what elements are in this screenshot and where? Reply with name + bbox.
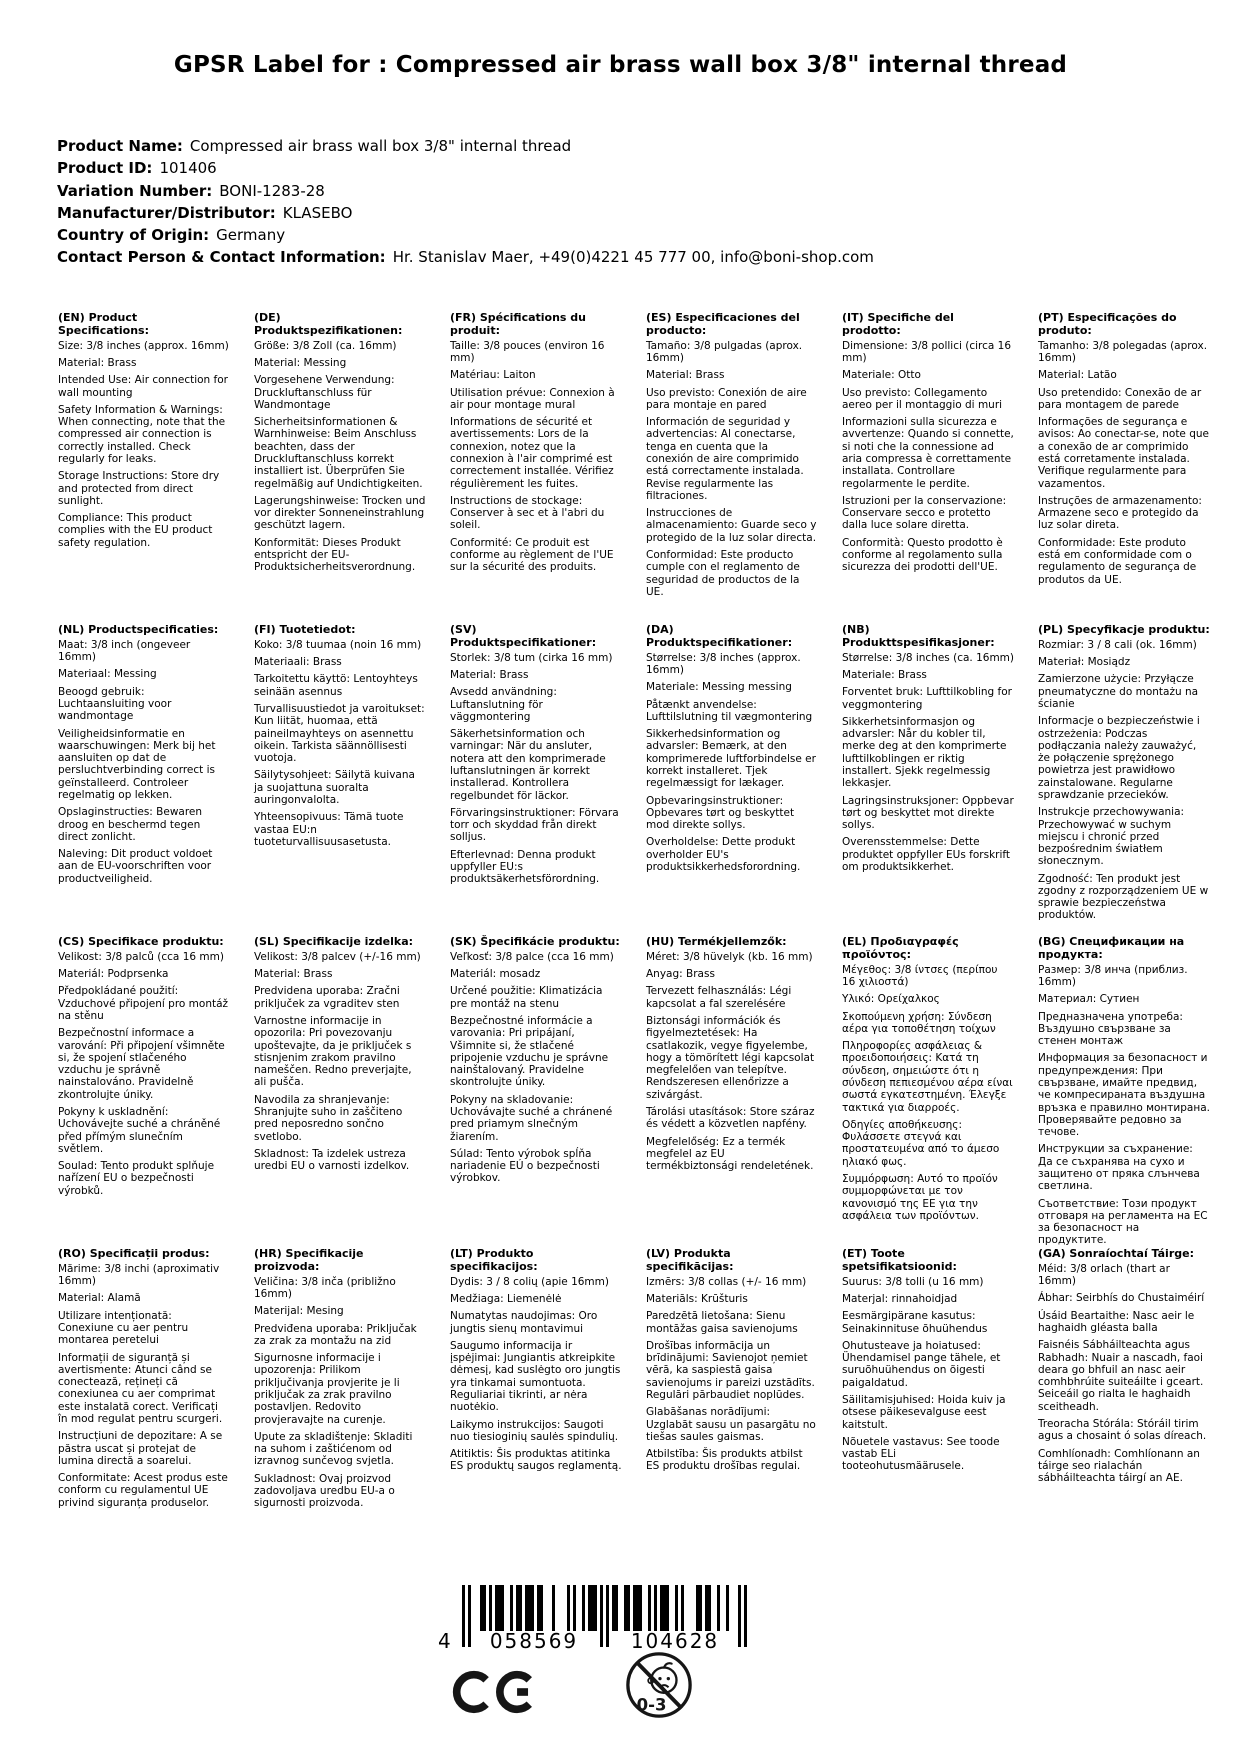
spec-section: Soulad: Tento produkt splňuje nařízení EU o bezpečnosti výrobků.: [58, 1160, 215, 1197]
spec-section: Matériau: Laiton: [450, 369, 536, 382]
language-spec-block: [254, 924, 426, 1236]
language-block-heading: (SK) Špecifikácie produktu:: [450, 935, 620, 948]
spec-section: Nõuetele vastavus: See toode vastab ELi tooteohutusmäärusele.: [842, 1435, 1000, 1473]
spec-section: Съответствие: Този продукт отговаря на регламента на ЕС за безопасност на продуктите.: [1038, 1197, 1208, 1247]
spec-section: Eesmärgipärane kasutus: Seinakinnituse õhuühendus: [842, 1310, 988, 1335]
spec-section: Avsedd användning: Luftanslutning för väggmontering: [450, 686, 557, 723]
spec-section: Medžiaga: Liemenėlė: [450, 1293, 562, 1305]
spec-section: Lagerungshinweise: Trocken und vor direkter Sonneneinstrahlung geschützt lagern.: [254, 494, 426, 532]
spec-section: Οδηγίες αποθήκευσης: Φυλάσσετε στεγνά και προστατευμένα από το άμεσο ηλιακό φως.: [842, 1118, 1000, 1168]
language-spec-block: [450, 612, 622, 924]
spec-section: Materiale: Brass: [842, 669, 927, 681]
language-spec-block: [842, 612, 1014, 924]
spec-section: Koko: 3/8 tuumaa (noin 16 mm): [254, 638, 422, 651]
language-spec-block: [1038, 1236, 1210, 1548]
spec-section: Πληροφορίες ασφάλειας & προειδοποιήσεις: Κατά τη σύνδεση, σημειώστε ότι η σύνδεση πεπιεσμένου αέρα είναι σωστά εγκατεστημένη. Έλεγξε τακτικά για διαρροές.: [842, 1040, 1013, 1114]
spec-section: Forventet bruk: Lufttilkobling for veggmontering: [842, 686, 1012, 711]
spec-section: Storage Instructions: Store dry and protected from direct sunlight.: [58, 470, 220, 507]
variation-number-label: Variation Number:: [57, 181, 213, 200]
spec-section: Conformitate: Acest produs este conform cu regulamentul UE privind siguranța produselor.: [58, 1472, 228, 1509]
language-block-heading: (HR) Specifikacije proizvoda:: [254, 1247, 364, 1273]
spec-section: Yhteensopivuus: Tämä tuote vastaa EU:n tuoteturvallisuusasetusta.: [254, 811, 404, 848]
spec-section: Материал: Сутиен: [1038, 993, 1140, 1006]
language-spec-block: [254, 300, 426, 612]
variation-number-value: BONI-1283-28: [219, 181, 325, 200]
spec-section: Glabāšanas norādījumi: Uzglabāt sausu un pasargātu no tiešas saules gaismas.: [646, 1406, 816, 1443]
spec-section: Velikost: 3/8 palcev (+/-16 mm): [254, 950, 421, 963]
spec-section: Materiale: Messing messing: [646, 681, 792, 694]
language-block-heading: (FI) Tuotetiedot:: [254, 623, 356, 636]
spec-section: Material: Messing: [254, 357, 347, 369]
spec-section: Bezpečnostní informace a varování: Při připojení všimněte si, že spojení stlačeného vzduchu je správně nainstalováno. Pravidelně zkontrolujte úniky.: [58, 1027, 225, 1101]
spec-section: Opslaginstructies: Bewaren droog en beschermd tegen direct zonlicht.: [58, 806, 203, 843]
spec-section: Size: 3/8 inches (approx. 16mm): [58, 339, 229, 352]
language-block-heading: (DE) Produktspezifikationen:: [254, 311, 403, 337]
language-spec-block: [646, 1236, 818, 1548]
spec-section: Predvidena uporaba: Zračni priključek za vgraditev sten: [254, 985, 400, 1010]
spec-section: Material: Alamă: [58, 1292, 141, 1305]
spec-section: Informații de siguranță și avertismente: Atunci când se conectează, rețineți că conexiunea cu aer comprimat este instalată corect. Verificați în mod regulat pentru scurgeri.: [58, 1351, 223, 1425]
spec-section: Compliance: This product complies with the EU product safety regulation.: [58, 512, 213, 549]
spec-section: Comhlíonadh: Comhlíonann an táirge seo rialachán sábháilteachta táirgí an AE.: [1038, 1447, 1200, 1485]
spec-section: Biztonsági információk és figyelmeztetések: Ha csatlakozik, vegye figyelembe, hogy a tömörített légi kapcsolat megfelelően van telepítve. Rendszeresen ellenőrizze a szivárgást.: [646, 1014, 815, 1101]
spec-section: Предназначена употреба: Въздушно свързване за стенен монтаж: [1038, 1010, 1183, 1048]
spec-section: Tamanho: 3/8 polegadas (aprox. 16mm): [1038, 339, 1208, 364]
language-block-heading: (LT) Produkto specifikacijos:: [450, 1247, 538, 1273]
language-block-heading: (ET) Toote spetsifikatsioonid:: [842, 1247, 957, 1273]
spec-section: Instrukcje przechowywania: Przechowywać w suchym miejscu i chronić przed bezpośrednim światłem słonecznym.: [1038, 806, 1185, 868]
language-block-heading: (GA) Sonraíochtaí Táirge:: [1038, 1247, 1194, 1260]
spec-section: Určené použitie: Klimatizácia pre montáž na stenu: [450, 985, 603, 1010]
product-name-line: [57, 136, 874, 157]
spec-section: Saugumo informacija ir įspėjimai: Jungiantis atkreipkite dėmesį, kad suslėgto oro jungtis yra tinkamai sumontuota. Reguliariai tikrinti, ar nėra nuotėkio.: [450, 1339, 621, 1414]
language-spec-block: [646, 300, 818, 612]
language-spec-block: [254, 612, 426, 924]
language-spec-grid: [58, 300, 1210, 1548]
spec-section: Veličina: 3/8 inča (približno 16mm): [254, 1275, 396, 1300]
spec-section: Skladnost: Ta izdelek ustreza uredbi EU o varnosti izdelkov.: [254, 1147, 410, 1173]
spec-section: Megfelelőség: Ez a termék megfelel az EU termékbiztonsági rendeletének.: [646, 1135, 814, 1173]
language-spec-block: [58, 1236, 230, 1548]
spec-section: Material: Brass: [450, 669, 529, 681]
spec-section: Informations de sécurité et avertissements: Lors de la connexion, notez que la connexion à l'air comprimé est correctement installée. Vérifiez régulièrement les fuites.: [450, 416, 614, 490]
spec-section: Navodila za shranjevanje: Shranjujte suho in zaščiteno pred neposredno sončno svetlobo.: [254, 1093, 403, 1143]
spec-section: Dimensione: 3/8 pollici (circa 16 mm): [842, 339, 1012, 364]
language-spec-block: [842, 924, 1014, 1236]
spec-section: Safety Information & Warnings: When connecting, note that the compressed air connection is correctly installed. Check regularly for leaks.: [58, 403, 226, 465]
spec-section: Tervezett felhasználás: Légi kapcsolat a fal szerelésére: [646, 985, 792, 1010]
spec-section: Ábhar: Seirbhís do Chustaiméirí: [1038, 1292, 1205, 1305]
spec-section: Инструкции за съхранение: Да се съхранява на сухо и защитено от пряка слънчева светлина.: [1038, 1143, 1200, 1193]
language-block-heading: (CS) Specifikace produktu:: [58, 935, 224, 948]
spec-section: Materiál: mosadz: [450, 968, 541, 981]
spec-section: Informações de segurança e avisos: Ao conectar-se, note que a conexão de ar comprimido está corretamente instalada. Verifique regularmente para vazamentos.: [1038, 416, 1210, 490]
contact-label: Contact Person & Contact Information:: [57, 248, 386, 267]
spec-section: Beoogd gebruik: Luchtaansluiting voor wandmontage: [58, 685, 172, 723]
spec-section: Instrucțiuni de depozitare: A se păstra uscat și protejat de lumina directă a soarelui.: [58, 1430, 223, 1467]
spec-section: Laikymo instrukcijos: Saugoti nuo tiesioginių saulės spindulių.: [450, 1418, 619, 1443]
spec-section: Naleving: Dit product voldoet aan de EU-voorschriften voor productveiligheid.: [58, 848, 213, 885]
product-info: [57, 136, 874, 270]
spec-section: Maat: 3/8 inch (ongeveer 16mm): [58, 638, 191, 664]
language-block-heading: (PT) Especificações do produto:: [1038, 311, 1177, 337]
manufacturer-value: KLASEBO: [282, 203, 353, 222]
spec-section: Tamaño: 3/8 pulgadas (aprox. 16mm): [646, 339, 803, 364]
spec-section: Säkerhetsinformation och varningar: När du ansluter, notera att den komprimerade luftanslutningen är korrekt installerad. Kontrollera regelbundet för läckor.: [450, 728, 606, 802]
contact-line: [57, 247, 874, 268]
spec-section: Paredzētā lietošana: Sienu montāžas gaisa savienojums: [646, 1310, 798, 1335]
spec-section: Ohutusteave ja hoiatused: Ühendamisel pange tähele, et suruõhuühendus on õigesti paigaldatud.: [842, 1339, 1001, 1389]
spec-section: Storlek: 3/8 tum (cirka 16 mm): [450, 651, 613, 664]
language-block-heading: (NL) Productspecificaties:: [58, 623, 219, 636]
language-block-heading: (SL) Specifikacije izdelka:: [254, 935, 414, 948]
spec-section: Veľkosť: 3/8 palce (cca 16 mm): [450, 950, 614, 963]
spec-section: Säilytysohjeet: Säilytä kuivana ja suojattuna suoralta auringonvalolta.: [254, 769, 415, 806]
spec-section: Předpokládané použití: Vzduchové připojení pro montáž na stěnu: [58, 985, 229, 1022]
spec-section: Größe: 3/8 Zoll (ca. 16mm): [254, 339, 397, 352]
spec-section: Información de seguridad y advertencias: Al conectarse, tenga en cuenta que la conexión de aire comprimido está correctamente instalada. Revise regularmente las filtraciones.: [646, 416, 804, 502]
language-spec-block: [1038, 300, 1210, 612]
spec-section: Størrelse: 3/8 inches (ca. 16mm): [842, 651, 1015, 664]
barcode-digits-group1: 058569: [489, 1629, 579, 1653]
language-block-heading: (LV) Produkta specifikācijas:: [646, 1247, 734, 1273]
spec-section: Informacje o bezpieczeństwie i ostrzeżenia: Podczas podłączania należy zauważyć, że połączenie sprężonego powietrza jest prawidłowo zainstalowane. Regularne sprawdzanie przecieków.: [1038, 715, 1200, 801]
spec-section: Zamierzone użycie: Przyłącze pneumatyczne do montażu na ścianie: [1038, 673, 1199, 710]
spec-section: Materiale: Otto: [842, 369, 921, 382]
spec-section: Istruzioni per la conservazione: Conservare secco e protetto dalla luce solare diretta.: [842, 494, 1007, 532]
language-spec-block: [842, 300, 1014, 612]
spec-section: Overensstemmelse: Dette produktet oppfyller EUs forskrift om produktsikkerhet.: [842, 836, 1011, 873]
spec-section: Materiał: Mosiądz: [1038, 656, 1131, 669]
spec-section: Dydis: 3 / 8 colių (apie 16mm): [450, 1275, 609, 1288]
variation-number-line: [57, 181, 874, 202]
spec-section: Opbevaringsinstruktioner: Opbevares tørt og beskyttet mod direkte sollys.: [646, 794, 795, 832]
spec-section: Instrucciones de almacenamiento: Guarde seco y protegido de la luz solar directa.: [646, 507, 817, 544]
language-block-heading: (NB) Produkttspesifikasjoner:: [842, 623, 995, 649]
spec-section: Materiaali: Brass: [254, 656, 342, 669]
spec-section: Atitiktis: Šis produktas atitinka ES produktų saugos reglamentą.: [450, 1448, 622, 1473]
spec-section: Zgodność: Ten produkt jest zgodny z rozporządzeniem UE w sprawie bezpieczeństwa produktów.: [1038, 872, 1209, 922]
spec-section: Säilitamisjuhised: Hoida kuiv ja otsese päikesevalguse eest kaitstult.: [842, 1393, 1006, 1431]
language-block-heading: (RO) Specificații produs:: [58, 1247, 210, 1260]
language-block-heading: (IT) Specifiche del prodotto:: [842, 311, 954, 337]
country-of-origin-line: [57, 225, 874, 246]
spec-section: Mărime: 3/8 inchi (aproximativ 16mm): [58, 1262, 220, 1288]
spec-section: Σκοπούμενη χρήση: Σύνδεση αέρα για τοποθέτηση τοίχων: [842, 1010, 996, 1035]
spec-section: Treoracha Stórála: Stóráil tirim agus a chosaint ó solas díreach.: [1038, 1417, 1207, 1443]
spec-section: Uso previsto: Conexión de aire para montaje en pared: [646, 386, 807, 411]
spec-section: Συμμόρφωση: Αυτό το προϊόν συμμορφώνεται με τον κανονισμό της ΕΕ για την ασφάλεια των προϊόντων.: [842, 1172, 998, 1222]
spec-section: Konformität: Dieses Produkt entspricht der EU-Produktsicherheitsverordnung.: [254, 536, 416, 574]
country-of-origin-label: Country of Origin:: [57, 226, 210, 245]
page-title: GPSR Label for : Compressed air brass wall box 3/8" internal thread: [173, 52, 1068, 78]
spec-section: Úsáid Beartaithe: Nasc aeir le haghaidh gléasta balla: [1038, 1309, 1195, 1334]
spec-section: Material: Brass: [58, 357, 137, 369]
spec-section: Intended Use: Air connection for wall mounting: [58, 374, 228, 399]
language-spec-block: [1038, 612, 1210, 924]
language-spec-block: [646, 924, 818, 1236]
spec-section: Materijal: Mesing: [254, 1305, 344, 1318]
spec-section: Anyag: Brass: [646, 968, 715, 981]
spec-section: Pokyny k uskladnění: Uchovávejte suché a chráněné před přímým slunečním světlem.: [58, 1105, 221, 1155]
spec-section: Påtænkt anvendelse: Lufttilslutning til vægmontering: [646, 698, 813, 723]
language-spec-block: [58, 300, 230, 612]
spec-section: Bezpečnostné informácie a varovania: Pri pripájaní, Všimnite si, že stlačené pripojenie vzduchu je správne nainštalovaný. Pravidelne skontrolujte úniky.: [450, 1014, 609, 1089]
language-block-heading: (ES) Especificaciones del producto:: [646, 311, 800, 337]
language-block-heading: (HU) Termékjellemzők:: [646, 935, 787, 948]
spec-section: Materiál: Podprsenka: [58, 968, 169, 981]
language-spec-block: [646, 612, 818, 924]
language-spec-block: [450, 1236, 622, 1548]
spec-section: Tárolási utasítások: Store száraz és védett a közvetlen napfény.: [646, 1105, 815, 1131]
language-spec-block: [842, 1236, 1014, 1548]
spec-section: Размер: 3/8 инча (приблиз. 16mm): [1038, 963, 1188, 988]
product-id-value: 101406: [159, 159, 217, 178]
language-spec-block: [450, 924, 622, 1236]
spec-section: Utilisation prévue: Connexion à air pour montage mural: [450, 386, 615, 411]
spec-section: Atbilstība: Šis produkts atbilst ES produktu drošības regulai.: [646, 1448, 803, 1473]
spec-section: Sikkerhedsinformation og advarsler: Bemærk, at den komprimerede luftforbindelse er korrekt installeret. Tjek regelmæssigt for lækager.: [646, 728, 816, 790]
barcode-digits-group2: 104628: [630, 1629, 720, 1653]
spec-section: Instruções de armazenamento: Armazene seco e protegido da luz solar direta.: [1038, 494, 1202, 532]
ce-mark-icon: [452, 1660, 537, 1724]
product-id-line: [57, 158, 874, 179]
language-block-heading: (DA) Produktspecifikationer:: [646, 623, 793, 649]
spec-section: Súlad: Tento výrobok spĺňa nariadenie EÚ o bezpečnosti výrobkov.: [450, 1147, 600, 1185]
spec-section: Sigurnosne informacije i upozorenja: Prilikom priključivanja provjerite je li priključak za zrak pravilno postavljen. Redovito provjeravajte na curenje.: [254, 1352, 400, 1426]
spec-section: Rozmiar: 3 / 8 cali (ok. 16mm): [1038, 638, 1197, 651]
ean-barcode: [438, 1585, 747, 1657]
spec-section: Sicherheitsinformationen & Warnhinweise: Beim Anschluss beachten, dass der Druckluftanschluss korrekt installiert ist. Überprüfen Sie regelmäßig auf Undichtigkeiten.: [254, 416, 423, 490]
country-of-origin-value: Germany: [216, 226, 286, 245]
spec-section: Υλικό: Ορείχαλκος: [842, 993, 940, 1006]
spec-section: Izmērs: 3/8 collas (+/- 16 mm): [646, 1275, 807, 1288]
language-spec-block: [450, 300, 622, 612]
spec-section: Utilizare intenționată: Conexiune cu aer pentru montarea peretelui: [58, 1309, 189, 1347]
language-spec-block: [58, 612, 230, 924]
contact-value: Hr. Stanislav Maer, +49(0)4221 45 777 00, info@boni-shop.com: [392, 248, 874, 267]
spec-section: Veiligheidsinformatie en waarschuwingen: Merk bij het aansluiten op dat de persluchtverbinding correct is geïnstalleerd. Controleer regelmatig op lekken.: [58, 727, 216, 801]
spec-section: Numatytas naudojimas: Oro jungtis sienų montavimui: [450, 1310, 598, 1335]
spec-section: Conformidade: Este produto está em conformidade com o regulamento de segurança de produtos da UE.: [1038, 536, 1197, 586]
product-name-value: Compressed air brass wall box 3/8" internal thread: [189, 137, 572, 155]
spec-section: Drošības informācija un brīdinājumi: Savienojot ņemiet vērā, ka saspiestā gaisa savienojums ir pareizi uzstādīts. Regulāri pārbaudiet noplūdes.: [646, 1339, 815, 1401]
spec-section: Μέγεθος: 3/8 ίντσες (περίπου 16 χιλιοστά): [842, 963, 998, 988]
spec-section: Sukladnost: Ovaj proizvod zadovoljava uredbu EU-a o sigurnosti proizvoda.: [254, 1472, 395, 1510]
spec-section: Conformità: Questo prodotto è conforme al regolamento sulla sicurezza dei prodotti dell'UE.: [842, 536, 1003, 574]
spec-section: Informazioni sulla sicurezza e avvertenze: Quando si connette, si noti che la connessione ad aria compressa è correttamente installata. Controllare regolarmente le perdite.: [842, 416, 1014, 490]
spec-section: Conformidad: Este producto cumple con el reglamento de seguridad de productos de la UE.: [646, 548, 800, 598]
spec-section: Instructions de stockage: Conserver à sec et à l'abri du soleil.: [450, 494, 605, 532]
spec-section: Turvallisuustiedot ja varoitukset: Kun liität, huomaa, että paineilmayhteys on asennettu oikein. Tarkista säännöllisesti vuotoja.: [254, 702, 425, 765]
spec-section: Информация за безопасност и предупреждения: При свързване, имайте предвид, че компресираната въздушна връзка е правилно монтирана. Проверявайте редовно за течове.: [1038, 1052, 1210, 1139]
spec-section: Suurus: 3/8 tolli (u 16 mm): [842, 1275, 984, 1288]
spec-section: Vorgesehene Verwendung: Druckluftanschluss für Wandmontage: [254, 374, 395, 411]
spec-section: Velikost: 3/8 palců (cca 16 mm): [58, 950, 224, 963]
language-block-heading: (EN) Product Specifications:: [58, 311, 150, 337]
spec-section: Taille: 3/8 pouces (environ 16 mm): [450, 339, 605, 364]
spec-section: Uso pretendido: Conexão de ar para montagem de parede: [1038, 386, 1202, 411]
manufacturer-line: [57, 203, 874, 224]
spec-section: Material: Latão: [1038, 369, 1117, 382]
spec-section: Uso previsto: Collegamento aereo per il montaggio di muri: [842, 386, 1003, 411]
language-block-heading: (FR) Spécifications du produit:: [450, 311, 587, 337]
spec-section: Lagringsinstruksjoner: Oppbevar tørt og beskyttet mot direkte sollys.: [842, 794, 1014, 832]
barcode-left-digit: 4: [438, 1629, 451, 1653]
language-block-heading: (PL) Specyfikacje produktu:: [1038, 623, 1210, 636]
language-spec-block: [1038, 924, 1210, 1247]
spec-section: Materiāls: Krūšturis: [646, 1293, 748, 1305]
spec-section: Materjal: rinnahoidjad: [842, 1293, 958, 1305]
spec-section: Pokyny na skladovanie: Uchovávajte suché a chránené pred priamym slnečným žiarením.: [450, 1093, 613, 1143]
spec-section: Størrelse: 3/8 inches (approx. 16mm): [646, 651, 801, 676]
manufacturer-label: Manufacturer/Distributor:: [57, 203, 276, 222]
spec-section: Faisnéis Sábháilteachta agus Rabhadh: Nuair a nascadh, faoi deara go bhfuil an nasc aeir comhbhrúite suiteáilte i gceart. Seiceáil go rialta le haghaidh sceitheadh.: [1038, 1339, 1204, 1413]
language-block-heading: (EL) Προδιαγραφές προϊόντος:: [842, 935, 959, 961]
language-block-heading: (SV) Produktspecifikationer:: [450, 623, 597, 649]
spec-section: Méret: 3/8 hüvelyk (kb. 16 mm): [646, 950, 813, 963]
age-warning-label: 0-3: [636, 1695, 667, 1715]
spec-section: Material: Brass: [254, 968, 333, 981]
spec-section: Upute za skladištenje: Skladiti na suhom i zaštićenom od izravnog sunčevog svjetla.: [254, 1430, 413, 1468]
product-name-label: Product Name:: [57, 137, 183, 155]
language-block-heading: (BG) Спецификации на продукта:: [1038, 935, 1185, 961]
age-warning-0-3-icon: [624, 1650, 694, 1720]
language-spec-block: [254, 1236, 426, 1548]
spec-section: Sikkerhetsinformasjon og advarsler: Når du kobler til, merke deg at den komprimerte lufttilkoblingen er riktig installert. Sjekk regelmessig lekkasjer.: [842, 715, 1007, 790]
spec-section: Tarkoitettu käyttö: Lentoyhteys seinään asennus: [254, 673, 418, 698]
spec-section: Overholdelse: Dette produkt overholder EU's produktsikkerhedsforordning.: [646, 836, 801, 873]
spec-section: Méid: 3/8 orlach (thart ar 16mm): [1038, 1262, 1170, 1288]
language-spec-block: [58, 924, 230, 1236]
product-id-label: Product ID:: [57, 159, 153, 178]
spec-section: Predviđena uporaba: Priključak za zrak za montažu na zid: [254, 1322, 417, 1347]
spec-section: Material: Brass: [646, 369, 725, 382]
spec-section: Materiaal: Messing: [58, 668, 157, 681]
spec-section: Varnostne informacije in opozorila: Pri povezovanju upoštevajte, da je priključek s stisnjenim zrakom pravilno nameščen. Redno preverjajte, ali pušča.: [254, 1014, 412, 1089]
spec-section: Conformité: Ce produit est conforme au règlement de l'UE sur la sécurité des produits.: [450, 536, 614, 574]
spec-section: Förvaringsinstruktioner: Förvara torr och skyddad från direkt solljus.: [450, 806, 619, 844]
spec-section: Efterlevnad: Denna produkt uppfyller EU:s produktsäkerhetsförordning.: [450, 848, 600, 886]
